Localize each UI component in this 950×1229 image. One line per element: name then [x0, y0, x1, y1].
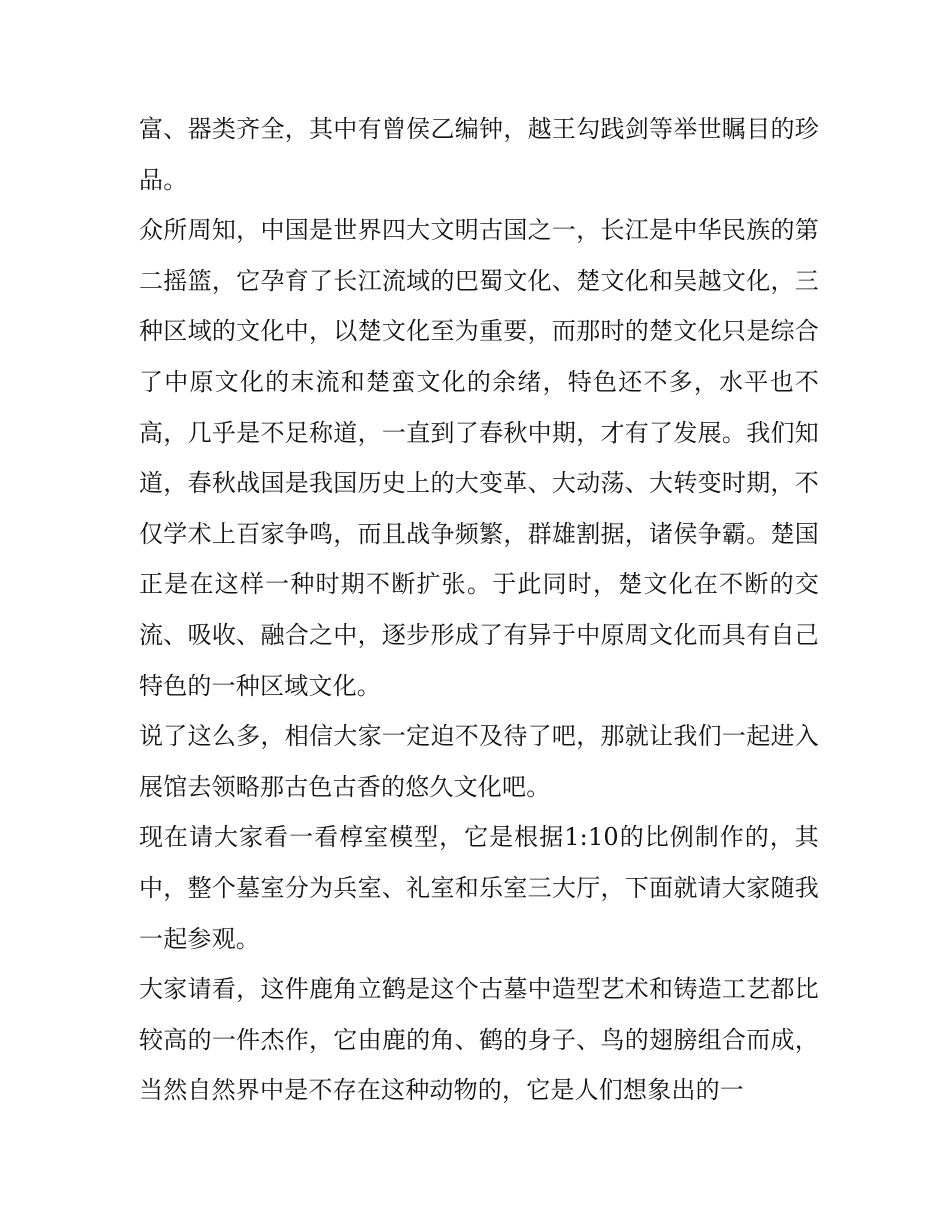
document-body — [139, 104, 819, 1116]
paragraph-1: 富、器类齐全，其中有曾侯乙编钟，越王勾践剑等举世瞩目的珍品。 — [139, 115, 819, 194]
paragraph-3: 说了这么多，相信大家一定迫不及待了吧，那就让我们一起进入展馆去领略那古色古香的悠久文化吧。 — [139, 722, 819, 801]
paragraph-2: 众所周知，中国是世界四大文明古国之一，长江是中华民族的第二摇篮，它孕育了长江流域的巴蜀文化、楚文化和吴越文化，三种区域的文化中，以楚文化至为重要，而那时的楚文化只是综合了中原文化的末流和楚蛮文化的余绪，特色还不多，水平也不高，几乎是不足称道，一直到了春秋中期，才有了发展。我们知道，春秋战国是我国历史上的大变革、大动荡、大转变时期，不仅学术上百家争鸣，而且战争频繁，群雄割据，诸侯争霸。楚国正是在这样一种时期不断扩张。于此同时，楚文化在不断的交流、吸收、融合之中，逐步形成了有异于中原周文化而具有自己特色的一种区域文化。 — [139, 216, 819, 700]
paragraph-5: 大家请看，这件鹿角立鹤是这个古墓中造型艺术和铸造工艺都比较高的一件杰作，它由鹿的角、鹤的身子、鸟的翅膀组合而成，当然自然界中是不存在这种动物的，它是人们想象出的一 — [139, 975, 819, 1105]
paragraph-4: 现在请大家看一看椁室模型，它是根据1:10的比例制作的，其中，整个墓室分为兵室、礼室和乐室三大厅，下面就请大家随我一起参观。 — [139, 823, 819, 953]
